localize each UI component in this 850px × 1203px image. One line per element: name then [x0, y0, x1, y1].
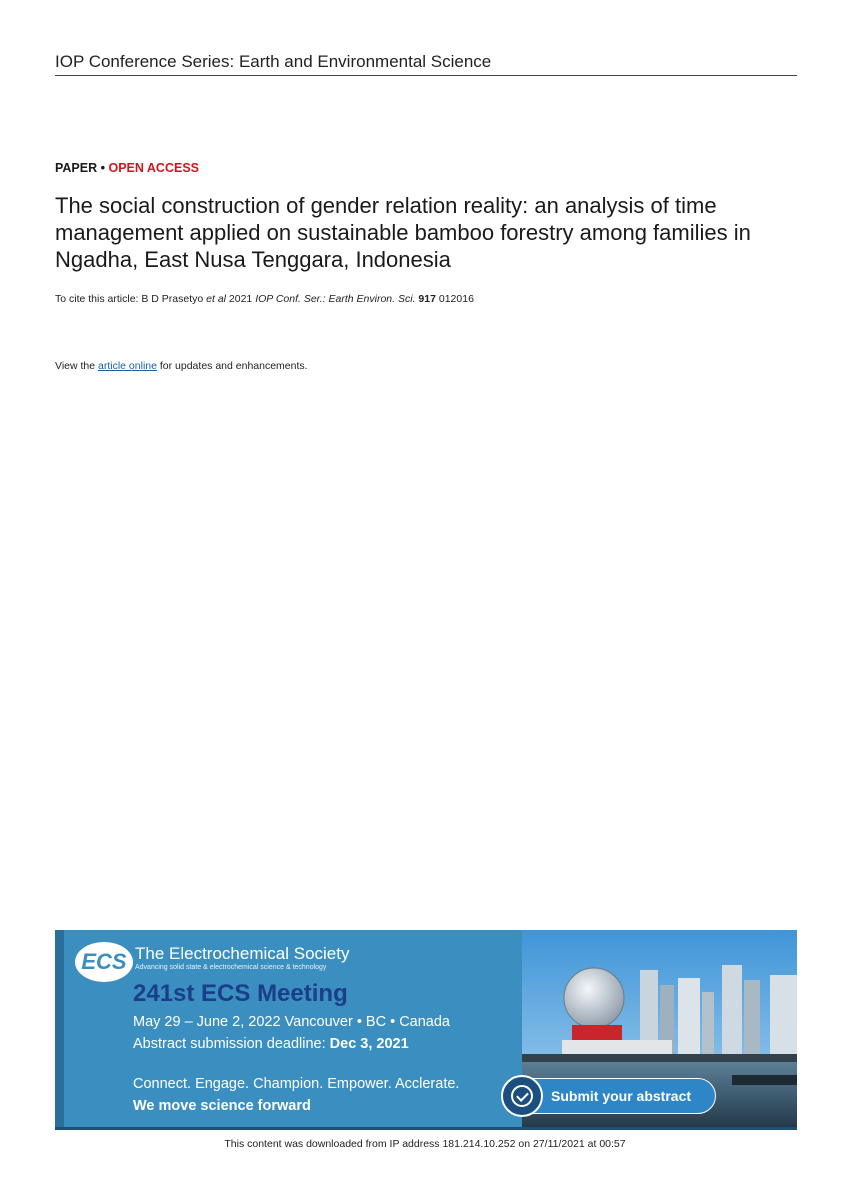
ecs-ad-banner[interactable] — [55, 930, 797, 1130]
open-access-badge[interactable]: OPEN ACCESS — [108, 161, 199, 175]
society-tagline: Advancing solid state & electrochemical science & technology — [135, 964, 327, 971]
article-online-link[interactable]: article online — [98, 360, 157, 372]
meeting-dates: May 29 – June 2, 2022 Vancouver • BC • Canada — [133, 1014, 450, 1030]
submit-abstract-button[interactable] — [502, 1078, 716, 1114]
banner-bottom-line — [55, 1127, 797, 1130]
download-note: This content was downloaded from IP address 181.214.10.252 on 27/11/2021 at 00:57 — [224, 1138, 626, 1150]
journal-name: IOP Conference Series: Earth and Environmental Science — [55, 52, 797, 76]
connect-slogan: Connect. Engage. Champion. Empower. Acclerate. — [133, 1076, 460, 1092]
submit-abstract-label: Submit your abstract — [551, 1088, 692, 1104]
deadline-label: Abstract submission deadline: — [133, 1036, 330, 1052]
citation-line — [55, 293, 474, 305]
forward-slogan: We move science forward — [133, 1098, 311, 1114]
cite-etal: et al — [206, 293, 226, 305]
banner-left-strip — [55, 930, 64, 1130]
paper-label: PAPER — [55, 161, 98, 175]
article-kicker — [55, 161, 199, 175]
check-circle-icon — [501, 1075, 543, 1117]
deadline-date: Dec 3, 2021 — [329, 1036, 409, 1052]
cite-prefix: To cite this article: B D Prasetyo — [55, 293, 207, 305]
cite-year: 2021 — [226, 293, 256, 305]
kicker-separator: • — [97, 161, 109, 175]
article-title: The social construction of gender relation reality: an analysis of time management applied on sustainable bamboo forestry among families in Ngadha, East Nusa Tenggara, Indonesia — [55, 193, 751, 272]
cite-volume: 917 — [418, 293, 436, 305]
view-before: View the — [55, 360, 98, 372]
view-after: for updates and enhancements. — [156, 360, 308, 372]
cite-article-number: 012016 — [435, 293, 474, 305]
ecs-logo: ECS — [75, 942, 133, 982]
meeting-title: 241st ECS Meeting — [133, 980, 348, 1007]
society-name: The Electrochemical Society — [135, 944, 350, 963]
cite-journal: IOP Conf. Ser.: Earth Environ. Sci. — [255, 293, 416, 305]
view-online-line — [55, 360, 308, 372]
abstract-deadline — [133, 1036, 409, 1052]
